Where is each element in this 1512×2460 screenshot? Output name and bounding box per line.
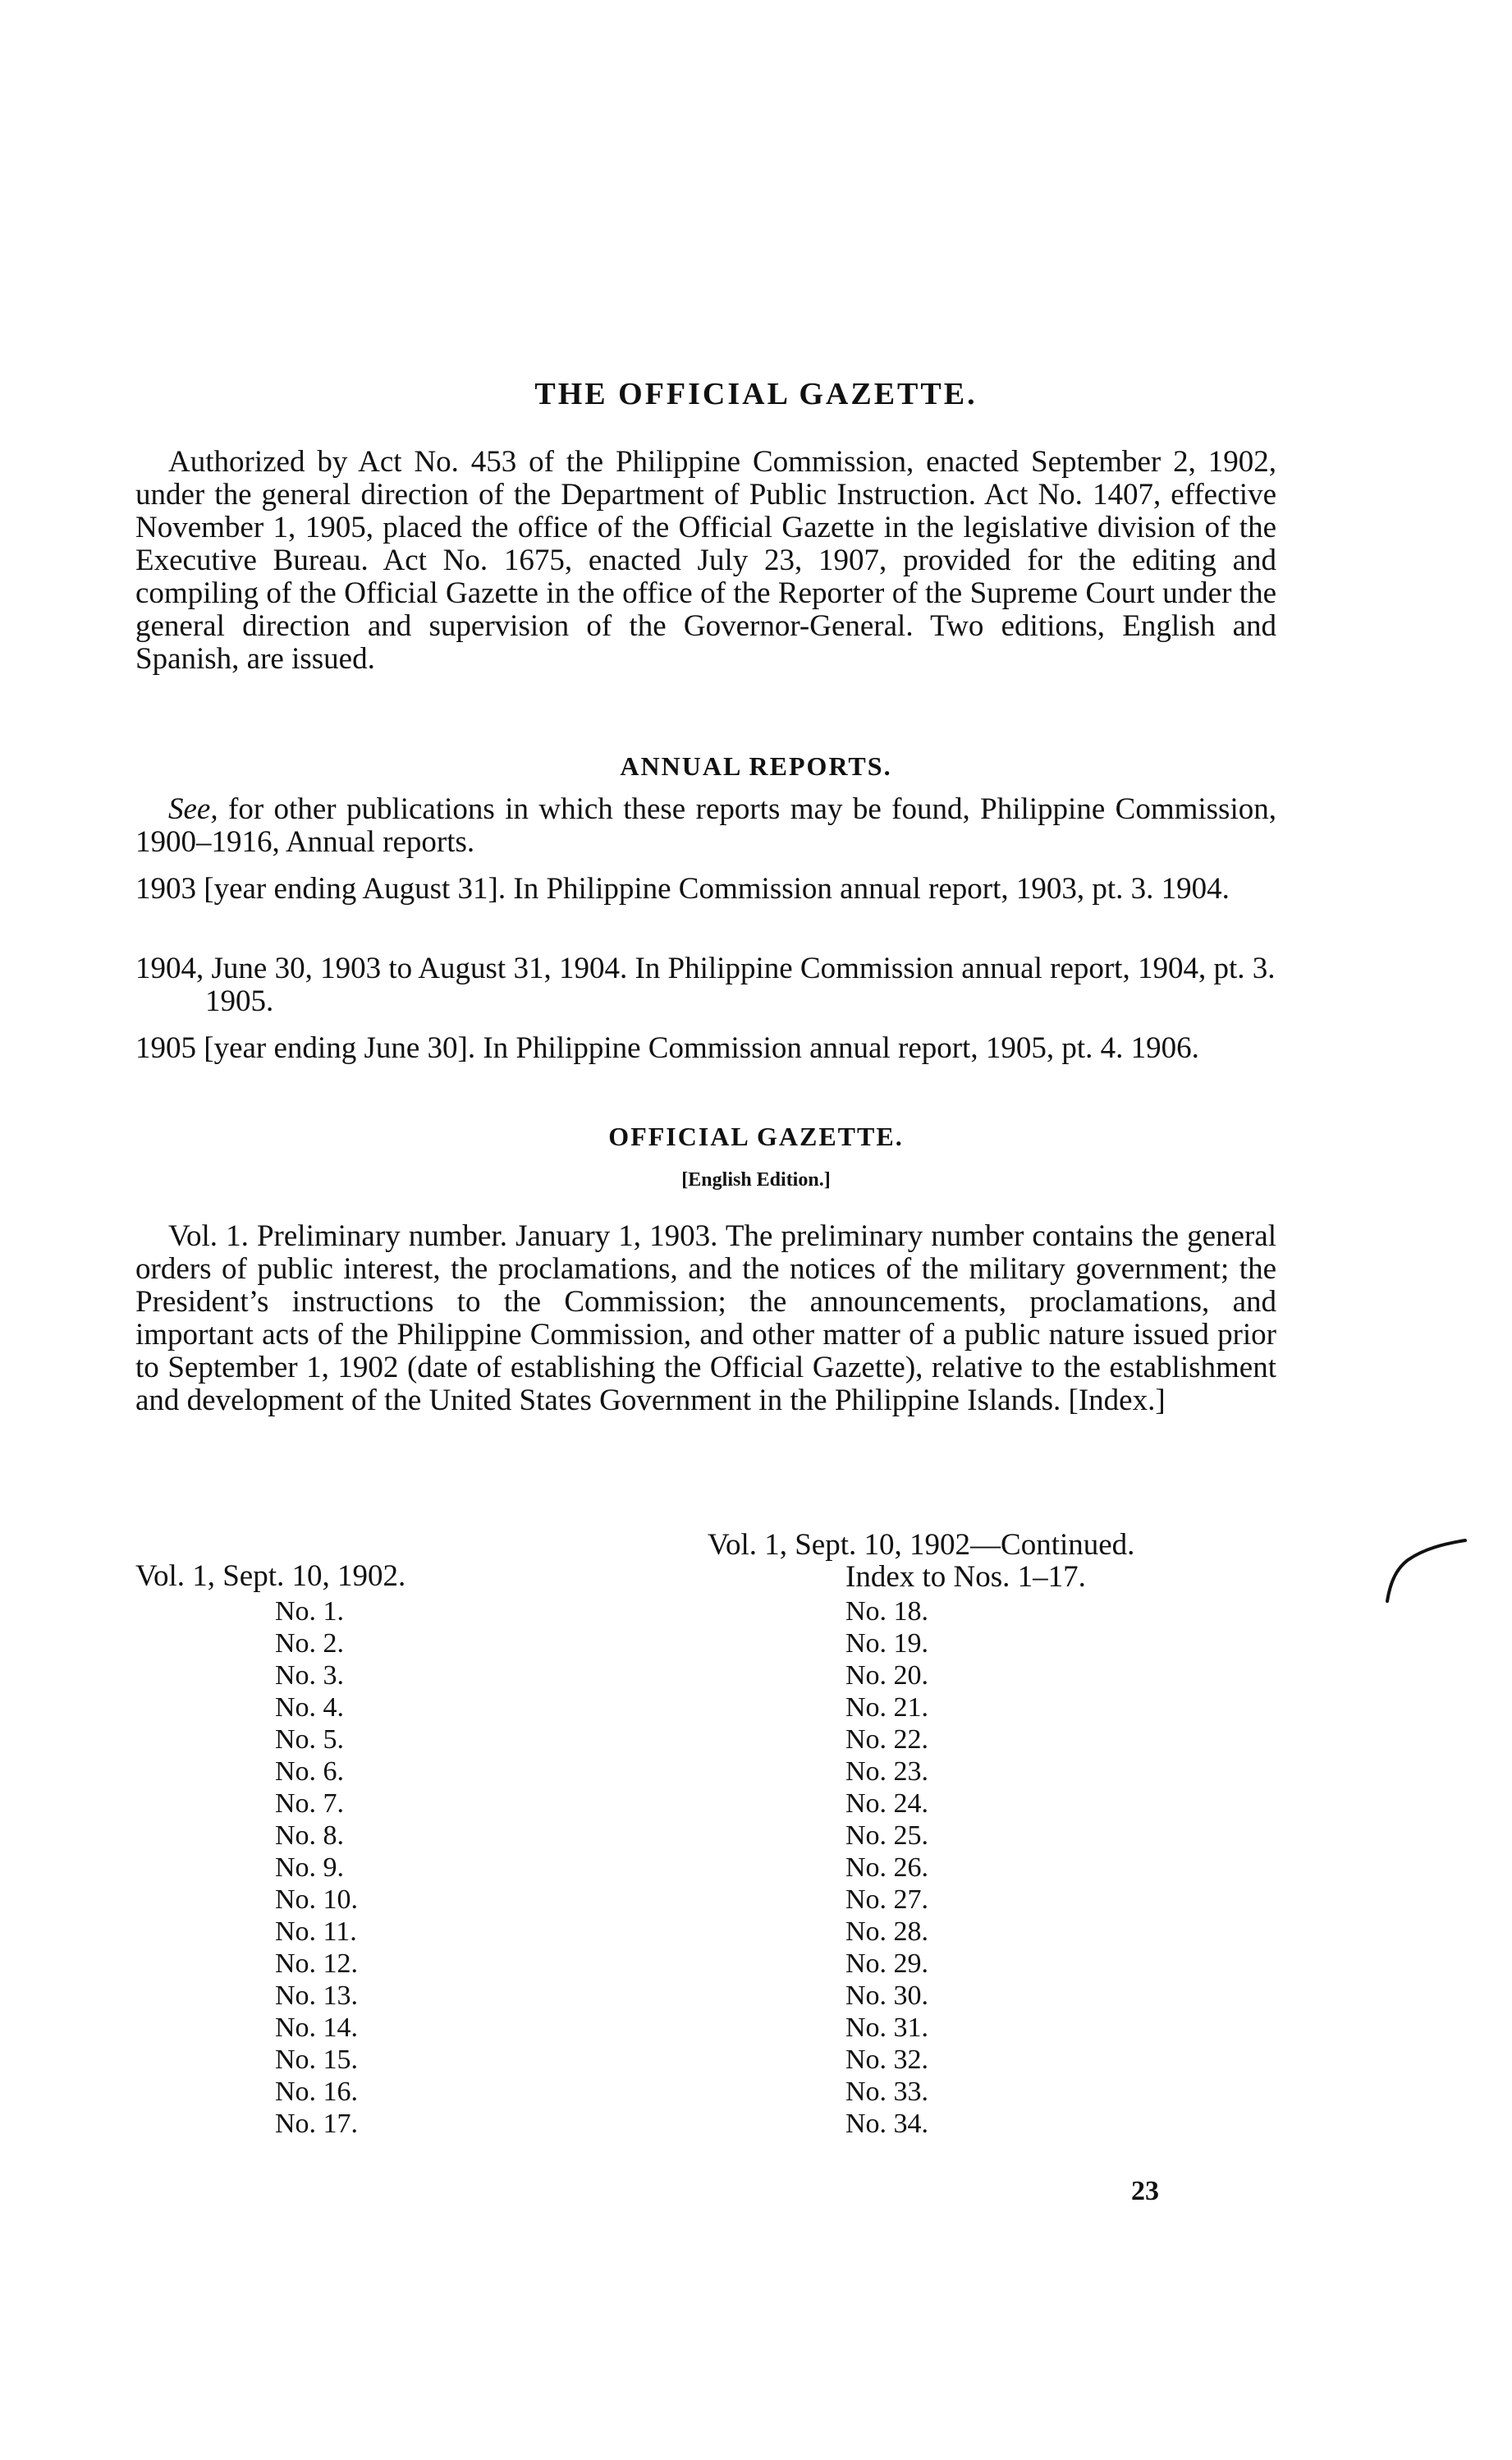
issue-number: No. 12. <box>275 1948 359 1979</box>
issue-number: No. 16. <box>275 2077 359 2107</box>
see-word: See, <box>168 792 218 826</box>
issue-number: No. 21. <box>845 1692 929 1723</box>
issue-number: No. 33. <box>845 2077 929 2107</box>
issue-number: No. 32. <box>845 2045 929 2075</box>
issue-number: No. 30. <box>845 1980 929 2011</box>
page-number: 23 <box>1131 2176 1159 2206</box>
issue-number: No. 29. <box>845 1948 929 1979</box>
vol1-preliminary-paragraph <box>135 1220 1276 1417</box>
issue-number: No. 5. <box>275 1724 345 1755</box>
issue-number: No. 4. <box>275 1692 345 1723</box>
issue-number: No. 13. <box>275 1980 359 2011</box>
issue-number: No. 25. <box>845 1820 929 1851</box>
issue-number: No. 9. <box>275 1852 345 1883</box>
right-column-heading: Vol. 1, Sept. 10, 1902—Continued. <box>708 1528 1135 1562</box>
issue-number: No. 6. <box>275 1756 345 1787</box>
issue-number: No. 7. <box>275 1788 345 1819</box>
right-column-index: Index to Nos. 1–17. <box>845 1560 1086 1594</box>
annual-report-entry-1905: 1905 [year ending June 30]. In Philippine Commission annual report, 1905, pt. 4. 1906. <box>135 1031 1199 1065</box>
issue-number: No. 31. <box>845 2013 929 2043</box>
issue-number: No. 23. <box>845 1756 929 1787</box>
issue-number: No. 19. <box>845 1628 929 1659</box>
left-column-heading: Vol. 1, Sept. 10, 1902. <box>135 1559 406 1593</box>
issue-number: No. 11. <box>275 1916 357 1947</box>
annual-report-entry-1904: 1904, June 30, 1903 to August 31, 1904. In Philippine Commission annual report, 1904, pt. 3. 1905. <box>135 952 1276 1018</box>
issue-number: No. 28. <box>845 1916 929 1947</box>
issue-number: No. 27. <box>845 1884 929 1915</box>
issue-number: No. 26. <box>845 1852 929 1883</box>
annual-reports-see-note <box>135 793 1276 859</box>
edition-label: [English Edition.] <box>681 1169 831 1191</box>
issue-number: No. 17. <box>275 2109 359 2139</box>
page-title: THE OFFICIAL GAZETTE. <box>534 377 978 411</box>
annual-reports-heading: ANNUAL REPORTS. <box>620 751 892 781</box>
official-gazette-heading: OFFICIAL GAZETTE. <box>608 1122 904 1151</box>
issue-number: No. 22. <box>845 1724 929 1755</box>
vol1-preliminary-text: Vol. 1. Preliminary number. January 1, 1903. The preliminary number contains the general orders of public interest, the proclamations, and the notices of the military government; the President’s instructions to the Commission; the announcements, proclamations, and important acts of the Philippine Commission, and other matter of a public nature issued prior to September 1, 1902 (date of establishing the Official Gazette), relative to the establishment and development of the United States Government in the Philippine Islands. [Index.] <box>135 1219 1276 1417</box>
intro-paragraph <box>135 446 1276 676</box>
issue-number: No. 24. <box>845 1788 929 1819</box>
issue-number: No. 18. <box>845 1596 929 1627</box>
issue-number: No. 20. <box>845 1660 929 1691</box>
annual-report-entry-1903: 1903 [year ending August 31]. In Philippine Commission annual report, 1903, pt. 3. 1904. <box>135 872 1230 906</box>
handwritten-mark-icon <box>1379 1535 1469 1609</box>
issue-number: No. 2. <box>275 1628 345 1659</box>
issue-number: No. 8. <box>275 1820 345 1851</box>
issue-number: No. 14. <box>275 2013 359 2043</box>
see-rest: for other publications in which these reports may be found, Philippine Commission, 1900–1916, Annual reports. <box>135 792 1276 859</box>
right-issue-list <box>845 1595 928 2140</box>
issue-number: No. 15. <box>275 2045 359 2075</box>
issue-number: No. 3. <box>275 1660 345 1691</box>
intro-text: Authorized by Act No. 453 of the Philippine Commission, enacted September 2, 1902, under the general direction of the Department of Public Instruction. Act No. 1407, effective November 1, 1905, placed the office of the Official Gazette in the legislative division of the Executive Bureau. Act No. 1675, enacted July 23, 1907, provided for the editing and compiling of the Official Gazette in the office of the Reporter of the Supreme Court under the general direction and supervision of the Governor-General. Two editions, English and Spanish, are issued. <box>135 445 1276 676</box>
left-issue-list <box>275 1595 358 2140</box>
issue-number: No. 34. <box>845 2109 929 2139</box>
issue-number: No. 10. <box>275 1884 359 1915</box>
issue-number: No. 1. <box>275 1596 345 1627</box>
